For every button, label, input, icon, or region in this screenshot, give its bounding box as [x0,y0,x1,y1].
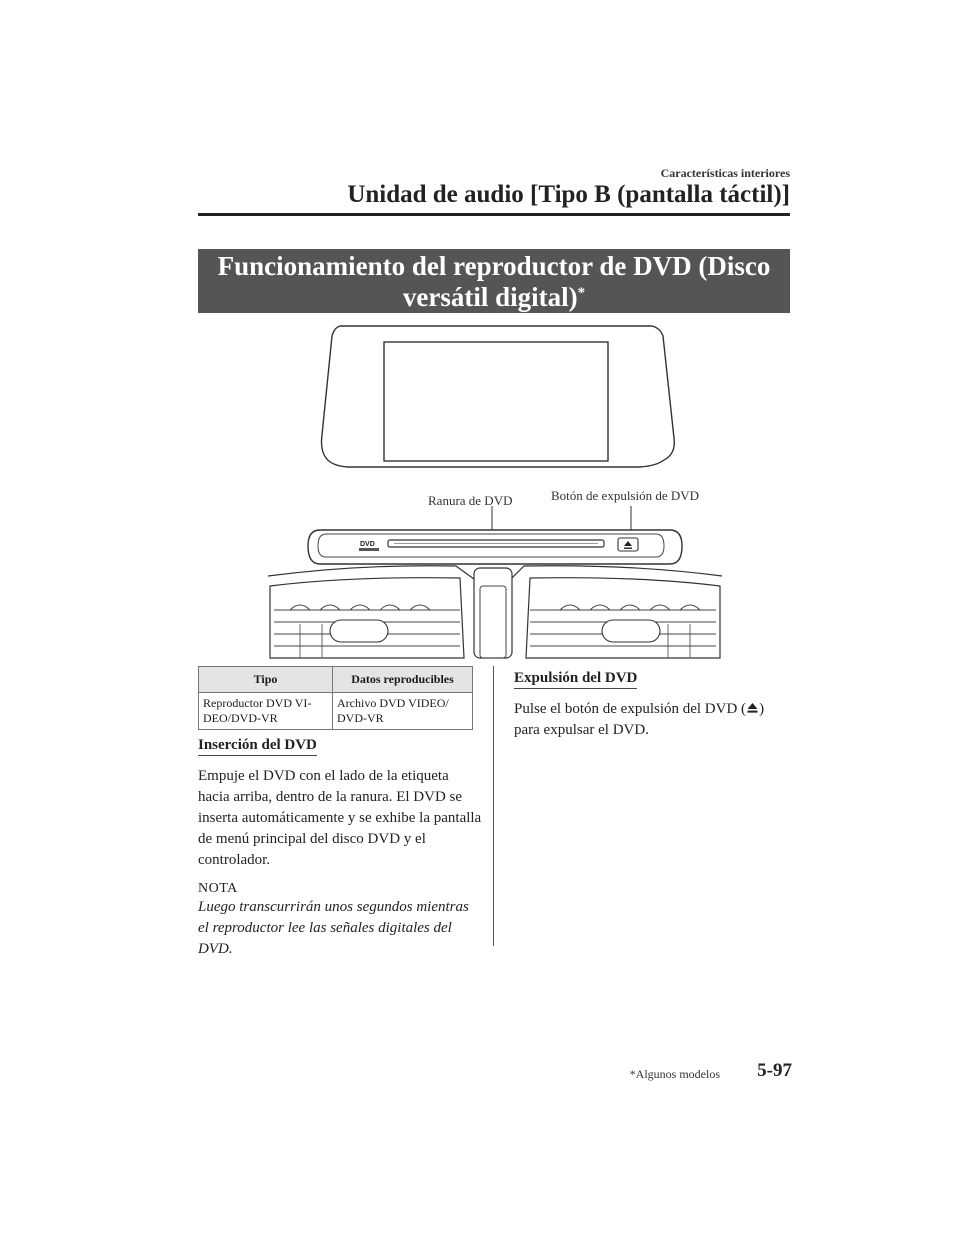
some-models-marker: * [577,285,586,301]
ejection-body [514,699,789,741]
table-cell-data: Archivo DVD VIDEO/ DVD-VR [333,693,473,730]
note-label: NOTA [198,881,238,896]
slot-callout-label: Ranura de DVD [428,493,513,508]
right-air-vent [526,578,720,658]
eject-icon [746,702,759,714]
note-text: Luego transcurrirán unos segundos mientras el reproductor lee las señales digitales del DVD. [198,899,469,957]
insertion-heading: Inserción del DVD [198,737,317,756]
header-rule [198,213,790,216]
eject-icon-bar [624,548,632,549]
playable-data-table [198,666,473,730]
left-air-vent [270,578,464,658]
section-banner [198,249,790,313]
table-row [199,693,473,730]
section-label: Características interiores [660,166,790,180]
ejection-section [514,669,789,741]
eject-callout-label: Botón de expulsión de DVD [551,488,700,503]
ejection-heading: Expulsión del DVD [514,670,637,689]
page-number: 5-97 [757,1060,792,1081]
dvd-logo: DVD [360,541,375,548]
insertion-section [198,736,483,960]
column-divider [493,666,494,946]
display-screen [384,342,608,461]
banner-title: Funcionamiento del reproductor de DVD (Disco versátil digital) [217,251,771,312]
table-header-type: Tipo [199,667,333,693]
table-header-row [199,667,473,693]
table-cell-type: Reproductor DVD VI-DEO/DVD-VR [199,693,333,730]
dvd-logo-underline [359,548,379,551]
insertion-body: Empuje el DVD con el lado de la etiqueta hacia arriba, dentro de la ranura. El DVD se inserta automáticamente y se exhibe la pantalla de menú principal del disco DVD y el controlador. [198,768,482,868]
table-header-data: Datos reproducibles [333,667,473,693]
ejection-body-end: ) para expulsar el DVD. [514,701,765,738]
ejection-body-start: Pulse el botón de expulsión del DVD ( [514,701,747,717]
footnote: *Algunos modelos [629,1067,720,1081]
chapter-title: Unidad de audio [Tipo B (pantalla táctil)] [347,181,790,208]
